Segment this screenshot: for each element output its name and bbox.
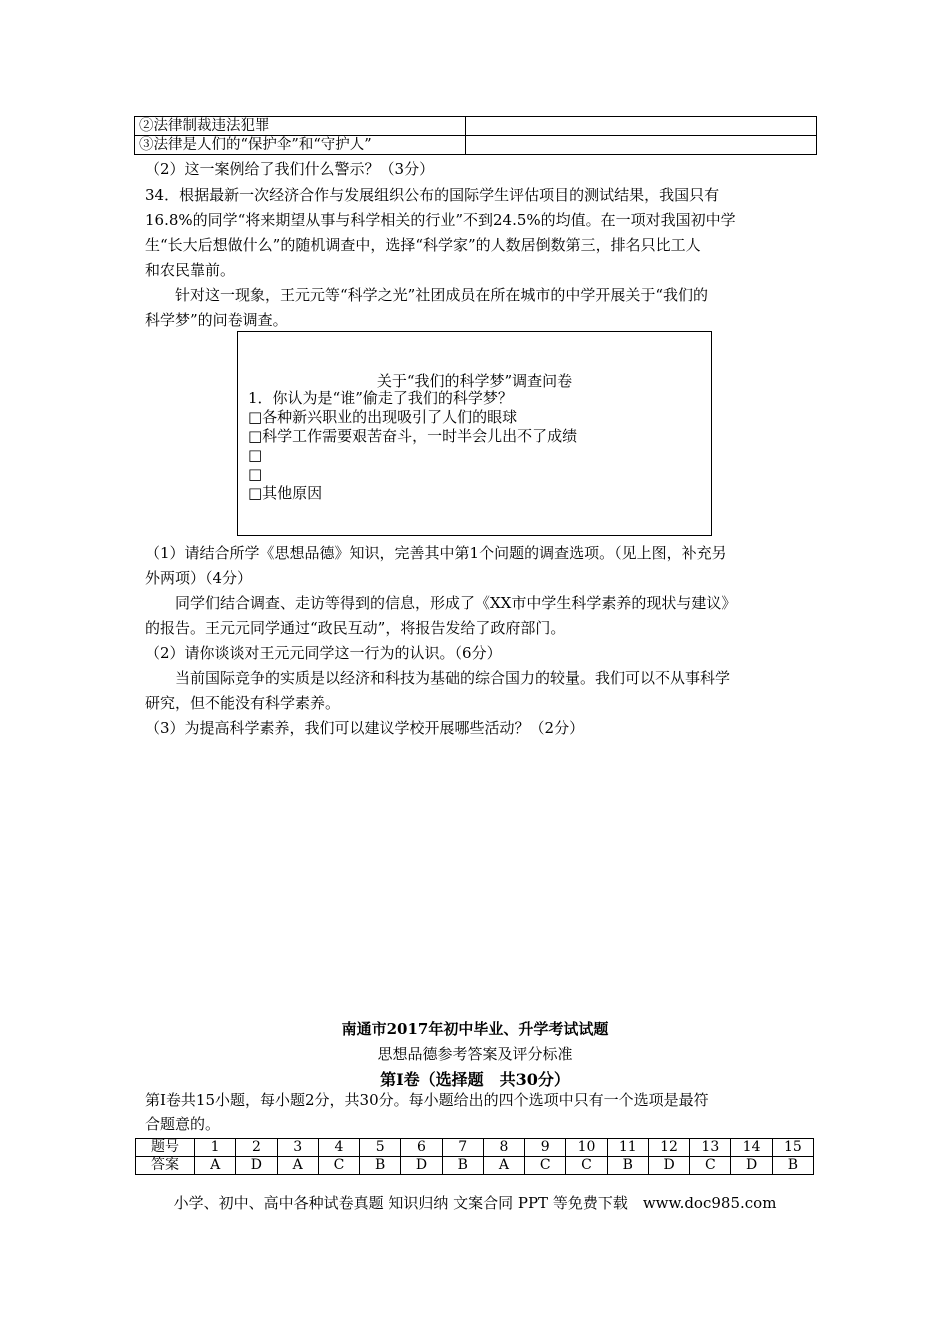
answer-key: A [277, 1157, 318, 1175]
answer-key: B [772, 1157, 813, 1175]
row-label: 题号 [136, 1139, 195, 1157]
row-label: 答案 [136, 1157, 195, 1175]
survey-option: □各种新兴职业的出现吸引了人们的眼球 [248, 408, 518, 426]
answer-key: A [483, 1157, 524, 1175]
answers-heading: 南通市2017年初中毕业、升学考试试题 [341, 1020, 609, 1038]
answers-subheading: 思想品德参考答案及评分标准 [377, 1045, 573, 1063]
answer-key: A [195, 1157, 236, 1175]
answer-key: C [566, 1157, 607, 1175]
q34-line-2: 16.8%的同学“将来期望从事与科学相关的行业”不到24.5%的均值。在一项对我国初中学 [145, 211, 736, 229]
q34-para2-line-1: 针对这一现象，王元元等“科学之光”社团成员在所在城市的中学开展关于“我们的 [175, 286, 709, 304]
answers-intro-line-2: 合题意的。 [145, 1115, 221, 1133]
table-row-numbers [136, 1139, 814, 1157]
survey-title: 关于“我们的科学梦”调查问卷 [376, 372, 573, 390]
answer-key: B [360, 1157, 401, 1175]
answer-key: C [525, 1157, 566, 1175]
table-cell: ③法律是人们的“保护伞”和“守护人” [135, 136, 466, 155]
answer-key: C [690, 1157, 731, 1175]
survey-option: □其他原因 [248, 484, 323, 502]
footer-link-text[interactable]: 小学、初中、高中各种试卷真题 知识归纳 文案合同 PPT 等免费下载 www.doc985.com [173, 1194, 777, 1212]
survey-box [237, 331, 712, 536]
section-title: 第Ⅰ卷（选择题 共30分） [380, 1070, 570, 1089]
q34-sub3: （3）为提高科学素养，我们可以建议学校开展哪些活动？（2分） [145, 719, 585, 737]
question-number: 11 [607, 1139, 648, 1157]
q34-sub1-line-2: 外两项）（4分） [145, 569, 253, 587]
q33-sub2: （2）这一案例给了我们什么警示？（3分） [145, 160, 435, 178]
answer-key: D [401, 1157, 442, 1175]
survey-option: □科学工作需要艰苦奋斗，一时半会儿出不了成绩 [248, 427, 578, 445]
answer-key: C [318, 1157, 359, 1175]
q34-para4-line-1: 当前国际竞争的实质是以经济和科技为基础的综合国力的较量。我们可以不从事科学 [175, 669, 731, 687]
question-number: 4 [318, 1139, 359, 1157]
question-number: 12 [648, 1139, 689, 1157]
survey-option: □ [248, 446, 263, 464]
q34-line-1: 34．根据最新一次经济合作与发展组织公布的国际学生评估项目的测试结果，我国只有 [145, 186, 720, 204]
answer-key: D [731, 1157, 772, 1175]
table-cell: ②法律制裁违法犯罪 [135, 117, 466, 136]
table-cell [466, 117, 817, 136]
question-number: 2 [236, 1139, 277, 1157]
answer-key: D [236, 1157, 277, 1175]
question-number: 5 [360, 1139, 401, 1157]
question-number: 7 [442, 1139, 483, 1157]
survey-question: 1．你认为是“谁”偷走了我们的科学梦？ [248, 389, 513, 407]
law-function-table [134, 116, 817, 155]
q34-para4-line-2: 研究，但不能没有科学素养。 [145, 694, 341, 712]
answer-key: B [607, 1157, 648, 1175]
q34-para3-line-1: 同学们结合调查、走访等得到的信息，形成了《XX市中学生科学素养的现状与建议》 [175, 594, 737, 612]
question-number: 14 [731, 1139, 772, 1157]
question-number: 10 [566, 1139, 607, 1157]
survey-option: □ [248, 465, 263, 483]
answer-key: B [442, 1157, 483, 1175]
table-row [135, 136, 817, 155]
table-row [135, 117, 817, 136]
question-number: 1 [195, 1139, 236, 1157]
q34-line-4: 和农民靠前。 [145, 261, 236, 279]
question-number: 9 [525, 1139, 566, 1157]
q34-sub1-line-1: （1）请结合所学《思想品德》知识，完善其中第1个问题的调查选项。（见上图，补充另 [145, 544, 727, 562]
answer-key: D [648, 1157, 689, 1175]
question-number: 13 [690, 1139, 731, 1157]
table-row-keys [136, 1157, 814, 1175]
answer-key-table [135, 1138, 814, 1175]
q34-line-3: 生“长大后想做什么”的随机调查中，选择“科学家”的人数居倒数第三，排名只比工人 [145, 236, 701, 254]
q34-sub2: （2）请你谈谈对王元元同学这一行为的认识。（6分） [145, 644, 502, 662]
question-number: 8 [483, 1139, 524, 1157]
q34-para2-line-2: 科学梦”的问卷调查。 [145, 311, 288, 329]
question-number: 15 [772, 1139, 813, 1157]
question-number: 6 [401, 1139, 442, 1157]
table-cell [466, 136, 817, 155]
question-number: 3 [277, 1139, 318, 1157]
q34-para3-line-2: 的报告。王元元同学通过“政民互动”，将报告发给了政府部门。 [145, 619, 566, 637]
answers-intro-line-1: 第Ⅰ卷共15小题，每小题2分，共30分。每小题给出的四个选项中只有一个选项是最符 [145, 1091, 709, 1109]
